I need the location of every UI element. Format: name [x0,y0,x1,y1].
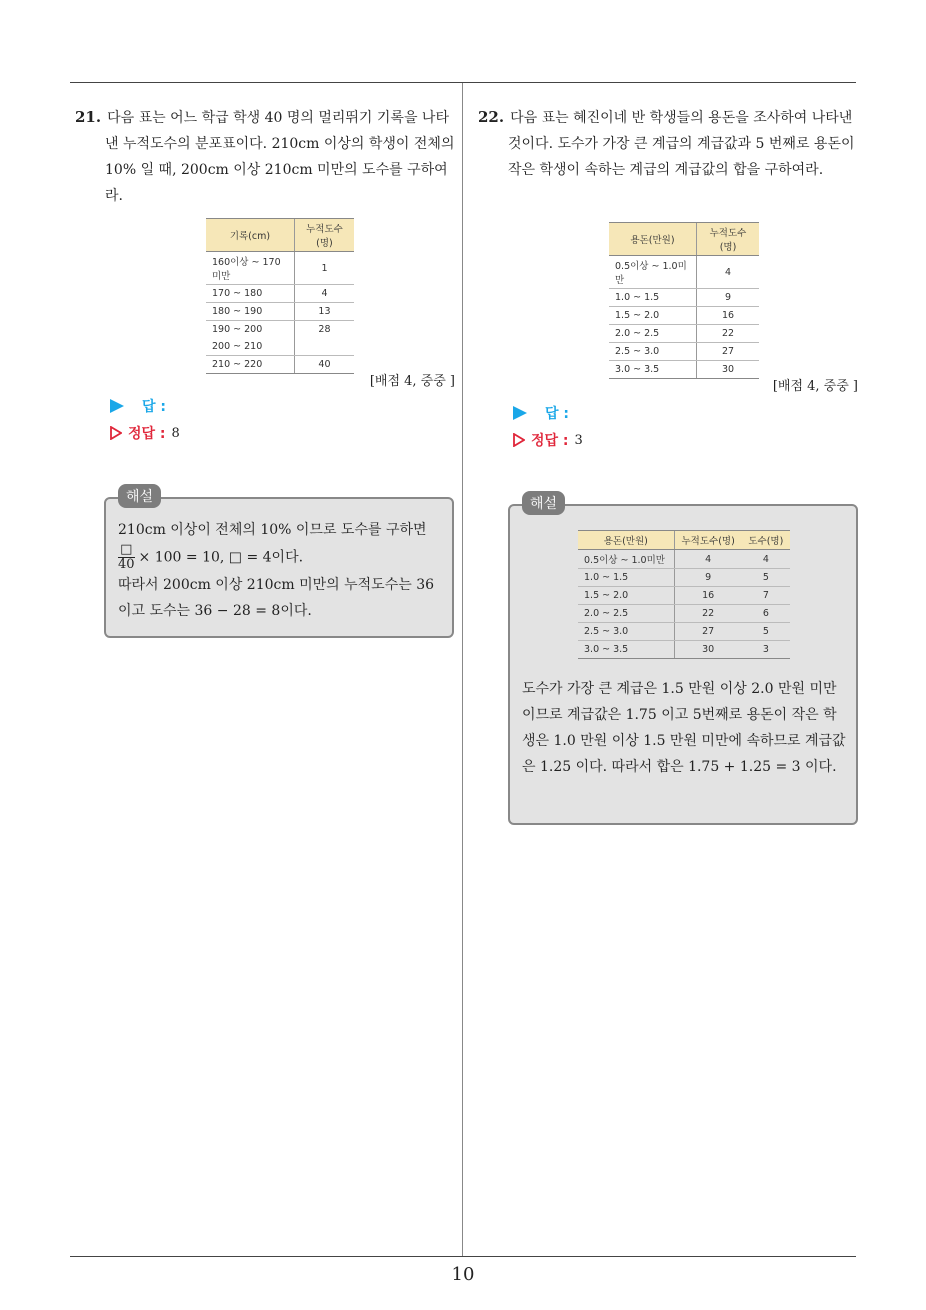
table-cell: 5 [742,569,790,587]
problem-21-text: 다음 표는 어느 학급 학생 40 명의 멀리뛰기 기록을 나타낸 누적도수의 분포표이다. 210cm 이상의 학생이 전체의 10% 일 때, 200cm 이상 210cm 미만의 도수를 구하여라. [105,110,455,204]
table-cell: 16 [674,587,742,605]
problem-22-answer [513,403,569,423]
problem-22-solution-box [508,504,858,825]
problem-22-correct [513,430,583,450]
table-cell: 3.0 ~ 3.5 [609,361,696,379]
correct-label: 정답 : [531,433,569,449]
table-cell: 9 [674,569,742,587]
solution-line [118,543,448,572]
table-cell: 30 [674,641,742,659]
problem-22-points: [배점 4, 중중 ] [772,379,858,394]
problem-21-stem [75,104,457,209]
table-cell: 27 [696,343,759,361]
table-cell: 6 [742,605,790,623]
table-row [206,285,354,303]
fraction-denominator: 40 [118,557,135,572]
table-cell: 9 [696,289,759,307]
table-cell: 4 [696,256,759,289]
table-cell: 1.5 ~ 2.0 [609,307,696,325]
table-cell: 1.0 ~ 1.5 [609,289,696,307]
table-cell: 40 [294,356,354,374]
problem-22-stem [478,104,860,183]
table-header: 누적도수(명) [674,531,742,550]
table-row [609,307,759,325]
outline-triangle-icon [513,433,525,447]
table-row [206,303,354,321]
table-cell: 13 [294,303,354,321]
problem-22-table [609,222,759,379]
table-row [206,252,354,285]
table-row [578,569,790,587]
problem-21-points: [배점 4, 중중 ] [369,374,455,389]
problem-21-correct [110,423,180,443]
problem-22-text: 다음 표는 혜진이네 반 학생들의 용돈을 조사하여 나타낸 것이다. 도수가 가장 큰 계급의 계급값과 5 번째로 용돈이 작은 학생이 속하는 계급의 계급값의 합을 구하여라. [508,110,855,178]
solution-text [118,517,448,624]
table-cell: 7 [742,587,790,605]
table-cell: 200 ~ 210 [206,338,294,356]
fraction [118,543,135,572]
table-cell: 180 ~ 190 [206,303,294,321]
table-row [206,321,354,339]
table-row [609,289,759,307]
table-header: 용돈(만원) [609,223,696,256]
table-cell: 4 [742,550,790,569]
problem-21-number: 21. [75,108,102,126]
correct-value: 8 [171,425,180,441]
table-cell: 210 ~ 220 [206,356,294,374]
problem-21 [75,104,457,209]
table-cell: 170 ~ 180 [206,285,294,303]
table-header: 기록(cm) [206,219,294,252]
problem-21-solution-box [104,497,454,638]
table-cell: 1.5 ~ 2.0 [578,587,674,605]
solution-table [578,530,790,659]
table-cell [294,338,354,356]
solution-tab: 해설 [118,484,161,508]
answer-label: 답 : [142,399,166,415]
table-cell: 16 [696,307,759,325]
table-header: 누적도수(명) [696,223,759,256]
problem-22-number: 22. [478,108,505,126]
play-triangle-icon [110,399,124,413]
table-row [578,641,790,659]
table-cell: 2.0 ~ 2.5 [609,325,696,343]
table-cell: 1 [294,252,354,285]
table-row [609,325,759,343]
fraction-numerator: □ [118,543,135,558]
table-cell: 3.0 ~ 3.5 [578,641,674,659]
problem-21-table [206,218,354,374]
outline-triangle-icon [110,426,122,440]
table-header: 누적도수(명) [294,219,354,252]
correct-value: 3 [574,432,583,448]
page-number: 10 [451,1264,475,1285]
table-cell: 160이상 ~ 170미만 [206,252,294,285]
table-cell: 22 [674,605,742,623]
table-cell: 27 [674,623,742,641]
solution-line: 따라서 200cm 이상 210cm 미만의 누적도수는 36 [118,577,435,593]
table-cell: 4 [294,285,354,303]
table-cell: 22 [696,325,759,343]
table-row [578,587,790,605]
table-cell: 2.5 ~ 3.0 [578,623,674,641]
solution-tab: 해설 [522,491,565,515]
play-triangle-icon [513,406,527,420]
bottom-rule [70,1256,856,1257]
table-row [578,550,790,569]
column-divider [462,83,463,1256]
solution-text: 도수가 가장 큰 계급은 1.5 만원 이상 2.0 만원 미만이므로 계급값은 1.75 이고 5번째로 용돈이 작은 학생은 1.0 만원 이상 1.5 만원 미만에 속하므로 계급값은 1.25 이다. 따라서 합은 1.75 + 1.25 = 3 이다. [522,681,846,775]
table-header: 용돈(만원) [578,531,674,550]
table-row [609,256,759,289]
table-row [578,623,790,641]
table-cell: 3 [742,641,790,659]
table-cell: 0.5이상 ~ 1.0미만 [609,256,696,289]
table-header: 도수(명) [742,531,790,550]
table-cell: 2.0 ~ 2.5 [578,605,674,623]
table-row [578,605,790,623]
top-rule [70,82,856,83]
problem-21-answer [110,396,166,416]
table-cell: 0.5이상 ~ 1.0미만 [578,550,674,569]
problem-22 [478,104,860,183]
table-cell: 190 ~ 200 [212,324,263,335]
table-cell: 28 [294,321,354,339]
table-row [206,338,354,356]
correct-label: 정답 : [128,426,166,442]
table-row [609,343,759,361]
table-cell: 4 [674,550,742,569]
table-cell: 1.0 ~ 1.5 [578,569,674,587]
solution-line-text: × 100 = 10, □ = 4이다. [138,549,304,566]
table-cell: 2.5 ~ 3.0 [609,343,696,361]
solution-line: 210cm 이상이 전체의 10% 이므로 도수를 구하면 [118,522,427,538]
table-cell: 30 [696,361,759,379]
solution-line: 이고 도수는 36 − 28 = 8이다. [118,603,312,619]
answer-label: 답 : [545,406,569,422]
table-cell: 5 [742,623,790,641]
